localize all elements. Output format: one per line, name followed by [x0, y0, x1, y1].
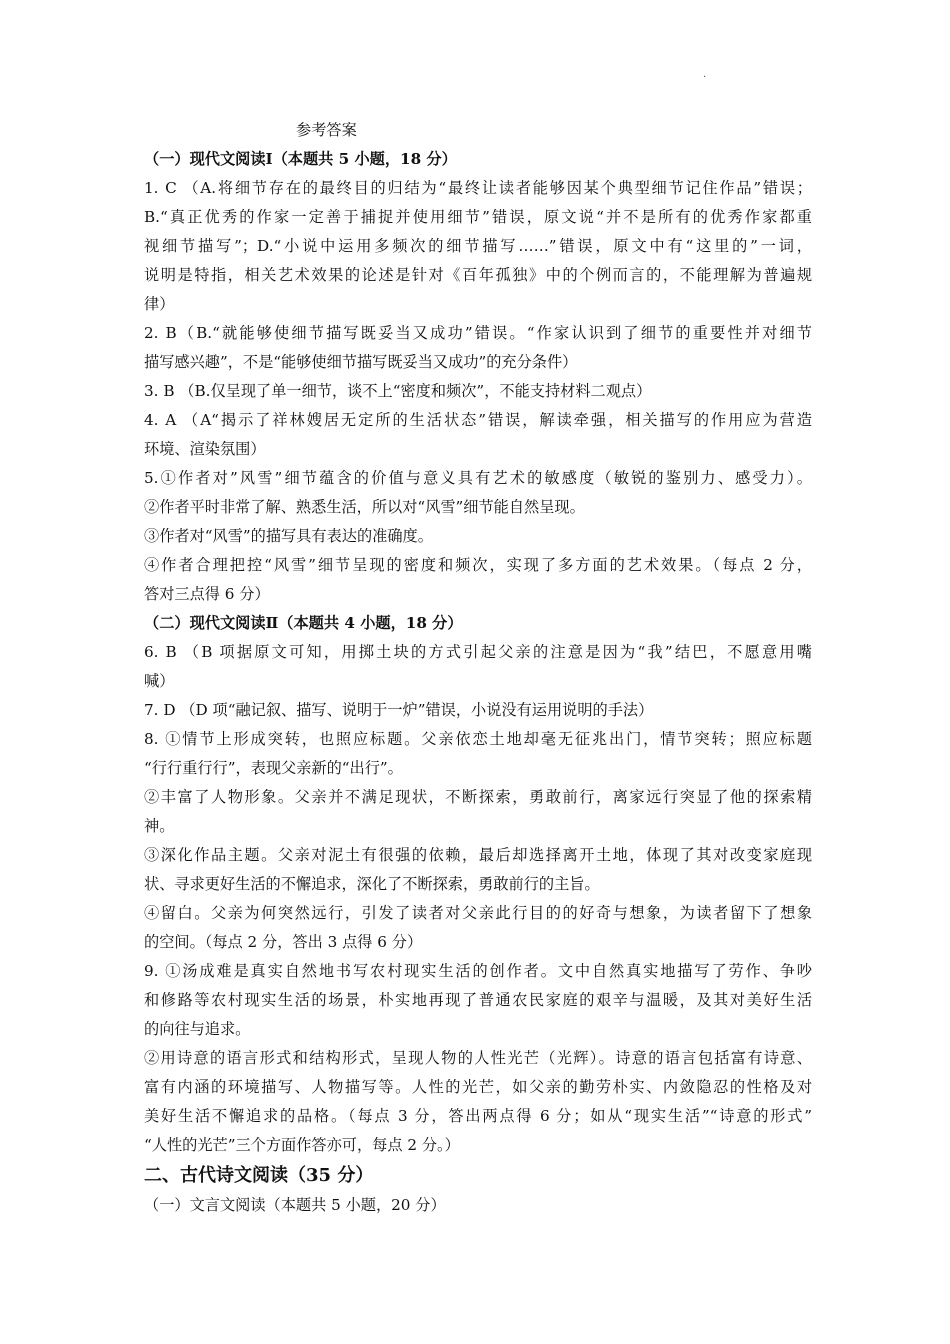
text-line: 8. ①情节上形成突转，也照应标题。父亲依恋土地却毫无征兆出门，情节突转；照应标题	[144, 730, 812, 748]
answer-content	[144, 116, 812, 1220]
text-line: ②作者平时非常了解、熟悉生活，所以对“风雪”细节能自然呈现。	[144, 498, 585, 516]
text-line: 喊）	[144, 672, 175, 690]
text-line: 1. C （A.将细节存在的最终目的归结为“最终让读者能够因某个典型细节记住作品”错误；	[144, 179, 812, 197]
text-line: 9. ①汤成难是真实自然地书写农村现实生活的创作者。文中自然真实地描写了劳作、争吵	[144, 962, 812, 980]
text-line: 2. B（B.“就能够使细节描写既妥当又成功”错误。“作家认识到了细节的重要性并对细节	[144, 324, 812, 342]
text-line: 7. D （D 项“融记叙、描写、说明于一炉”错误，小说没有运用说明的手法）	[144, 701, 654, 719]
section-heading: （一）现代文阅读Ⅰ（本题共 5 小题，18 分）	[144, 150, 457, 168]
text-line: 状、寻求更好生活的不懈追求，深化了不断探索，勇敢前行的主旨。	[144, 875, 600, 893]
text-line: 富有内涵的环境描写、人物描写等。人性的光芒，如父亲的勤劳朴实、内敛隐忍的性格及对	[144, 1078, 812, 1096]
text-line: 的空间。（每点 2 分，答出 3 点得 6 分）	[144, 933, 423, 951]
text-line: 律）	[144, 295, 175, 313]
section-heading: 二、古代诗文阅读（35 分）	[144, 1165, 374, 1186]
text-line: 4. A （A“揭示了祥林嫂居无定所的生活状态”错误，解读牵强，相关描写的作用应为营造	[144, 411, 812, 429]
text-line: 的向往与追求。	[144, 1020, 251, 1038]
text-line: ④留白。父亲为何突然远行，引发了读者对父亲此行目的的好奇与想象，为读者留下了想象	[144, 904, 812, 922]
text-line: 说明是特指，相关艺术效果的论述是针对《百年孤独》中的个例而言的，不能理解为普遍规	[144, 266, 812, 284]
text-line: B.“真正优秀的作家一定善于捕捉并使用细节”错误，原文说“并不是所有的优秀作家都重	[144, 208, 812, 226]
text-line: 描写感兴趣”，不是“能够使细节描写既妥当又成功”的充分条件）	[144, 353, 578, 371]
text-line: “行行重行行”，表现父亲新的“出行”。	[144, 759, 403, 777]
text-line: 5.①作者对”风雪”细节蕴含的价值与意义具有艺术的敏感度（敏锐的鉴别力、感受力）。	[144, 469, 812, 487]
text-line: 和修路等农村现实生活的场景，朴实地再现了普通农民家庭的艰辛与温暖，及其对美好生活	[144, 991, 812, 1009]
text-line: ②丰富了人物形象。父亲并不满足现状，不断探索，勇敢前行，离家远行突显了他的探索精	[144, 788, 812, 806]
text-line: 答对三点得 6 分）	[144, 585, 270, 603]
answer-lines	[144, 145, 812, 1220]
text-line: ②用诗意的语言形式和结构形式，呈现人物的人性光芒（光辉）。诗意的语言包括富有诗意、	[144, 1049, 812, 1067]
text-line: 6. B （B 项据原文可知，用掷土块的方式引起父亲的注意是因为“我”结巴，不愿意用嘴	[144, 643, 812, 661]
text-line: “人性的光芒”三个方面作答亦可，每点 2 分。）	[144, 1136, 460, 1154]
text-line: 美好生活不懈追求的品格。（每点 3 分，答出两点得 6 分；如从“现实生活”“诗意的形式”	[144, 1107, 812, 1125]
section-heading: （二）现代文阅读Ⅱ（本题共 4 小题，18 分）	[144, 614, 463, 632]
text-line: ③作者对“风雪”的描写具有表达的准确度。	[144, 527, 433, 545]
text-line: 环境、渲染氛围）	[144, 440, 266, 458]
text-line: 神。	[144, 817, 175, 835]
text-line: （一）文言文阅读（本题共 5 小题，20 分）	[144, 1196, 446, 1214]
text-line: 3. B （B.仅呈现了单一细节，谈不上“密度和频次”，不能支持材料二观点）	[144, 382, 652, 400]
text-line: 视细节描写”；D.“小说中运用多频次的细节描写……”错误，原文中有“这里的”一词，	[144, 237, 812, 255]
top-dot: ·	[703, 72, 707, 83]
text-line: ④作者合理把控“风雪”细节呈现的密度和频次，实现了多方面的艺术效果。（每点 2 分，	[144, 556, 812, 574]
page-title: 参考答案	[296, 121, 357, 139]
text-line: ③深化作品主题。父亲对泥土有很强的依赖，最后却选择离开土地，体现了其对改变家庭现	[144, 846, 812, 864]
